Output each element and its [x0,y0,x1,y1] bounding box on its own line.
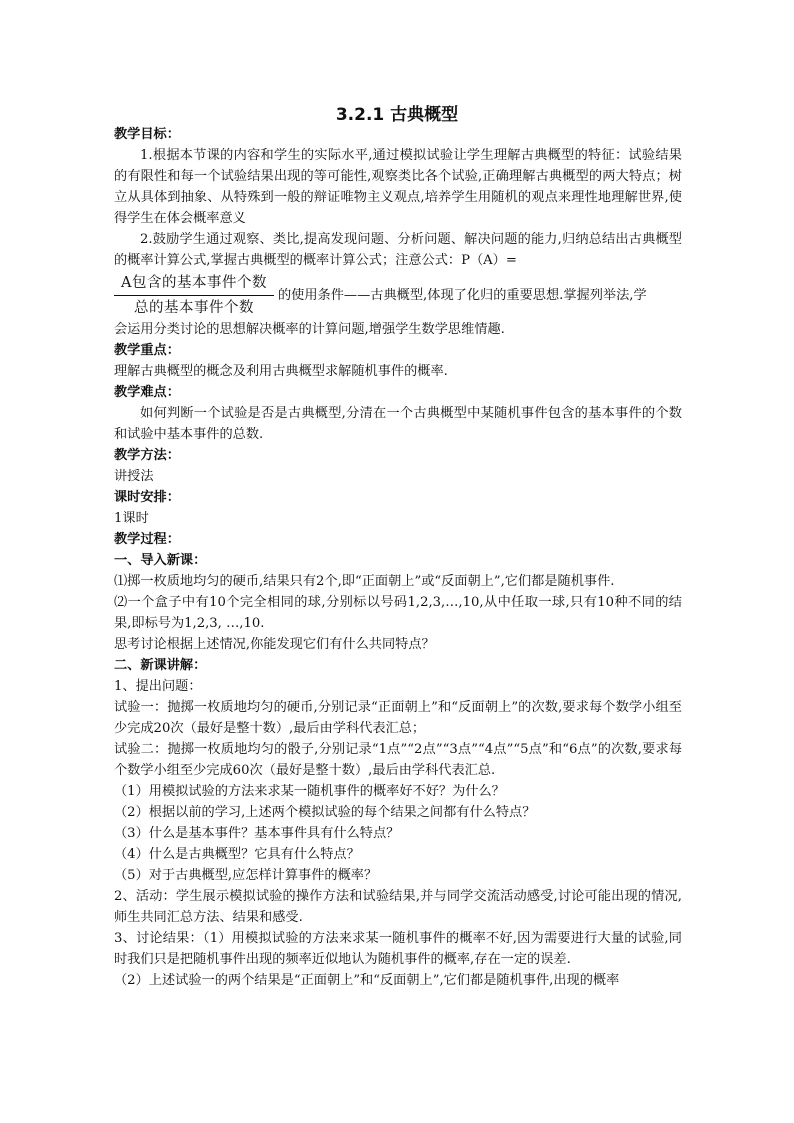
goals-paragraph-2-end: 会运用分类讨论的思想解决概率的计算问题,增强学生数学思维情趣. [114,322,505,337]
experiment-2: 试验二：抛掷一枚质地均匀的骰子,分别记录“1点”“2点”“3点”“4点”“5点”和“6点”的次数,要求每个数学小组至少完成60次（最好是整十数）,最后由学科代表汇总. [114,742,682,778]
goals-paragraph-1: 1.根据本节课的内容和学生的实际水平,通过模拟试验让学生理解古典概型的特征：试验结果的有限性和每一个试验结果出现的等可能性,观察类比各个试验,正确理解古典概型的两大特点；树立从具体到抽象、从特殊到一般的辩证唯物主义观点,培养学生用随机的观点来理性地理解世界,使得学生在体会概率意义 [114,148,682,226]
step-1-heading: 1、提出问题： [114,679,202,694]
question-1: （1）用模拟试验的方法来求某一随机事件的概率好不好？为什么？ [114,784,505,799]
intro-item-2: ⑵一个盒子中有10个完全相同的球,分别标以号码1,2,3,…,10,从中任取一球,只有10种不同的结果,即标号为1,2,3, …,10. [114,595,682,631]
intro-item-1: ⑴掷一枚质地均匀的硬币,结果只有2个,即“正面朝上”或“反面朝上”,它们都是随机事件. [114,574,615,589]
experiment-1: 试验一：抛掷一枚质地均匀的硬币,分别记录“正面朝上”和“反面朝上”的次数,要求每个数学小组至少完成20次（最好是整十数）,最后由学科代表汇总； [114,700,682,736]
new-lesson-heading: 二、新课讲解： [114,658,207,673]
page-title: 3.2.1 古典概型 [335,105,459,125]
step-3-results: 3、讨论结果：（1）用模拟试验的方法来求某一随机事件的概率不好,因为需要进行大量的试验,同时我们只是把随机事件出现的频率近似地认为随机事件的概率,存在一定的误差. [114,931,682,967]
schedule-heading: 课时安排： [114,490,180,505]
formula-continuation: 的使用条件——古典概型,体现了化归的重要思想.掌握列举法,学 [278,287,647,303]
fraction-denominator: 总的基本事件个数 [134,299,254,316]
question-3: （3）什么是基本事件？基本事件具有什么特点？ [114,826,400,841]
goals-paragraph-2: 2.鼓励学生通过观察、类比,提高发现问题、分析问题、解决问题的能力,归纳总结出古典概型的概率计算公式,掌握古典概型的概率计算公式；注意公式：P（A）= [114,232,682,268]
formula-line [114,271,682,319]
difficulty-text: 如何判断一个试验是否是古典概型,分清在一个古典概型中某随机事件包含的基本事件的个数和试验中基本事件的总数. [114,406,682,442]
fraction-numerator: A包含的基本事件个数 [121,274,267,291]
schedule-text: 1课时 [114,511,149,526]
question-4: （4）什么是古典概型？它具有什么特点？ [114,847,360,862]
key-points-text: 理解古典概型的概念及利用古典概型求解随机事件的概率. [114,364,448,379]
process-heading: 教学过程： [114,532,180,547]
goals-heading: 教学目标： [114,127,180,142]
document-body [114,124,682,991]
intro-question: 思考讨论根据上述情况,你能发现它们有什么共同特点？ [114,637,435,652]
key-points-heading: 教学重点： [114,343,180,358]
fraction-bar [114,295,274,296]
result-2: （2）上述试验一的两个结果是“正面朝上”和“反面朝上”,它们都是随机事件,出现的概率 [114,973,620,988]
probability-fraction [114,273,274,318]
question-5: （5）对于古典概型,应怎样计算事件的概率？ [114,868,378,883]
difficulty-heading: 教学难点： [114,385,180,400]
step-2-activity: 2、活动：学生展示模拟试验的操作方法和试验结果,并与同学交流活动感受,讨论可能出现的情况,师生共同汇总方法、结果和感受. [114,889,682,925]
question-2: （2）根据以前的学习,上述两个模拟试验的每个结果之间都有什么特点？ [114,805,536,820]
method-heading: 教学方法： [114,448,180,463]
intro-heading: 一、导入新课： [114,553,207,568]
method-text: 讲授法 [114,469,154,484]
